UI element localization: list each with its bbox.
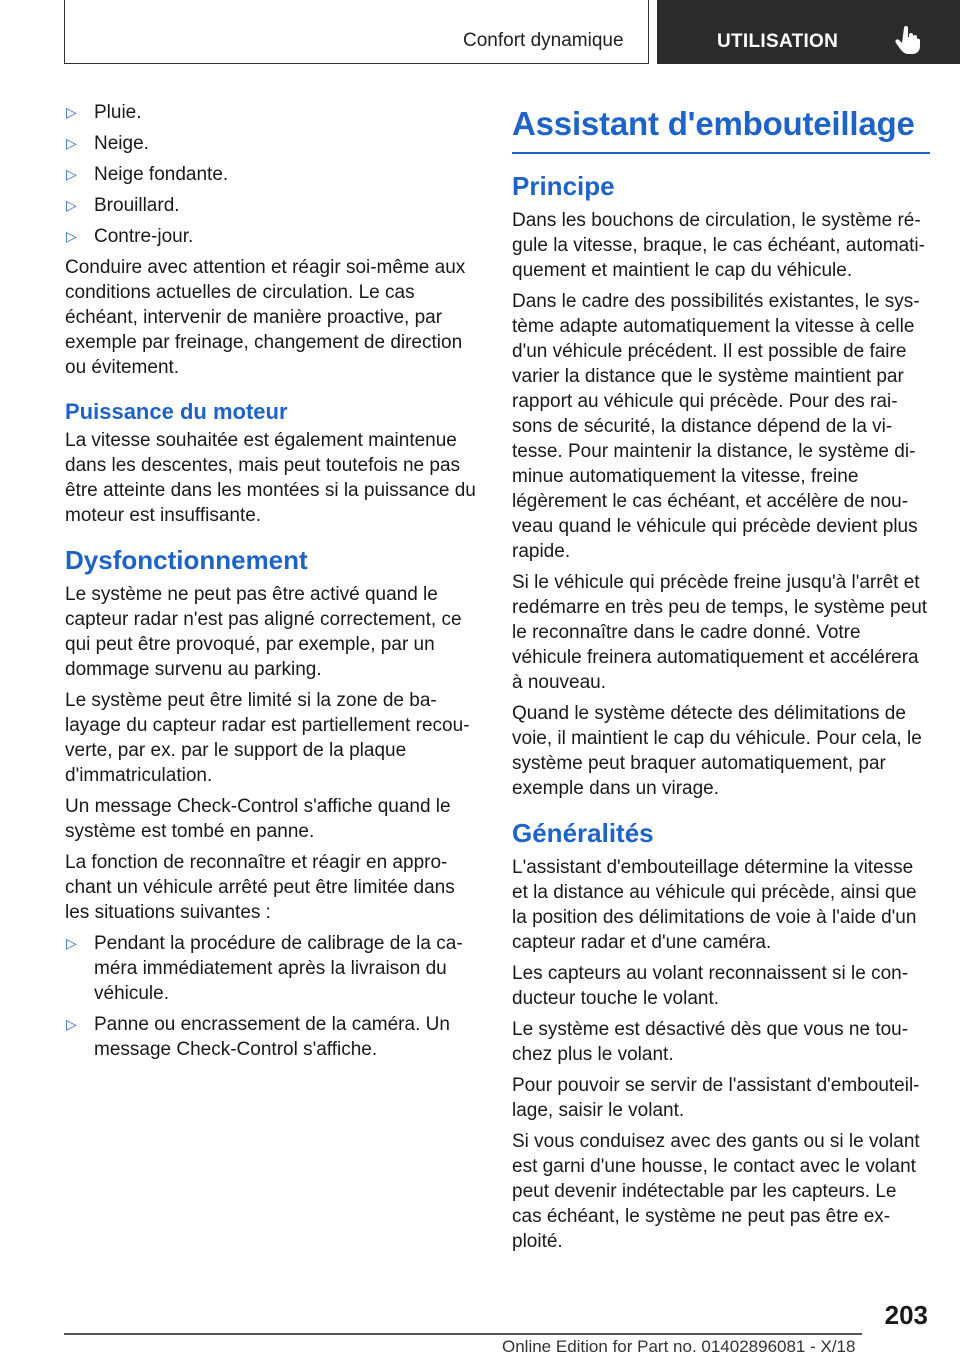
- list-item: ▷ Brouillard.: [66, 195, 180, 216]
- paragraph: Le système est désactivé dès que vous ne touchez plus le volant.: [512, 1019, 909, 1065]
- hand-pointer-icon: [895, 26, 921, 54]
- paragraph: Dans les bouchons de circulation, le système régule la vitesse, braque, le cas échéant, automatiquement et maintient le cap du véhicule.: [512, 210, 925, 281]
- page-number: 203: [884, 1300, 928, 1330]
- paragraph: Dans le cadre des possibilités existantes, le système adapte automatiquement la vitesse à celle d'un véhicule précédent. Il est possible de faire varier la distance que le système maintient par rapport au véhicule qui précède. Pour des raisons de sécurité, la distance dépend de la vitesse. Pour maintenir la distance, le système diminue automatiquement la vitesse, freine légèrement le cas échéant, et accélère de nouveau quand le véhicule qui précède devient plus rapide.: [512, 291, 920, 562]
- paragraph: Si vous conduisez avec des gants ou si le volant est garni d'une housse, le contact avec le volant peut devenir indétectable par les capteurs. Le cas échéant, le système ne peut pas être exploité.: [512, 1131, 920, 1252]
- triangle-bullet-icon: ▷: [66, 935, 77, 951]
- chapter-tab[interactable]: [657, 0, 960, 64]
- list-item: ▷ Panne ou encrassement de la caméra. Un message Check-Control s'affiche.: [66, 1014, 450, 1060]
- paragraph: La vitesse souhaitée est également maintenue dans les descentes, mais peut toutefois ne pas être atteinte dans les montées si la puissance du moteur est insuffisante.: [65, 430, 476, 526]
- section-title: Confort dynamique: [463, 30, 624, 51]
- section-heading-assistant: Assistant d'embouteillage: [512, 102, 930, 154]
- heading-puissance: Puissance du moteur: [65, 399, 288, 424]
- triangle-bullet-icon: ▷: [66, 104, 77, 120]
- list-item: ▷ Pendant la procédure de calibrage de la caméra immédiatement après la livraison du véhicule.: [66, 933, 463, 1004]
- right-column: [512, 100, 930, 1260]
- triangle-bullet-icon: ▷: [66, 197, 77, 213]
- paragraph: Pour pouvoir se servir de l'assistant d'embouteillage, saisir le volant.: [512, 1075, 920, 1121]
- list-item: ▷ Neige fondante.: [66, 164, 229, 185]
- paragraph: La fonction de reconnaître et réagir en approchant un véhicule arrêté peut être limitée dans les situations suivantes :: [65, 852, 455, 923]
- paragraph: Quand le système détecte des délimitations de voie, il maintient le cap du véhicule. Pour cela, le système peut braquer automatiquement, par exemple dans un virage.: [512, 703, 922, 799]
- chapter-tab-label: UTILISATION: [717, 31, 839, 52]
- paragraph: Les capteurs au volant reconnaissent si le conducteur touche le volant.: [512, 963, 909, 1009]
- paragraph: L'assistant d'embouteillage détermine la vitesse et la distance au véhicule qui précède, ainsi que la position des délimitations de voie à l'aide d'un capteur radar et d'une caméra.: [512, 857, 917, 953]
- footer-edition: Online Edition for Part no. 01402896081 - X/18: [502, 1337, 856, 1356]
- paragraph: Conduire avec attention et réagir soi-même aux conditions actuelles de circulation. Le cas échéant, intervenir de manière proactive, par exemple par freinage, changement de direction ou évitement.: [65, 257, 466, 378]
- triangle-bullet-icon: ▷: [66, 1016, 77, 1032]
- heading-generalites: Généralités: [512, 818, 654, 848]
- paragraph: Le système peut être limité si la zone de balayage du capteur radar est partiellement recouverte, par ex. par le support de la plaque d'immatriculation.: [65, 690, 470, 786]
- paragraph: Un message Check-Control s'affiche quand le système est tombé en panne.: [65, 796, 451, 842]
- heading-principe: Principe: [512, 171, 615, 201]
- left-column: [65, 100, 477, 1068]
- heading-dysfonctionnement: Dysfonctionnement: [65, 545, 308, 575]
- triangle-bullet-icon: ▷: [66, 228, 77, 244]
- list-item: ▷ Pluie.: [66, 102, 142, 123]
- paragraph: Le système ne peut pas être activé quand le capteur radar n'est pas aligné correctement, ce qui peut être provoqué, par exemple, par un dommage survenu au parking.: [65, 584, 462, 680]
- footer-divider: [64, 1333, 862, 1335]
- triangle-bullet-icon: ▷: [66, 166, 77, 182]
- triangle-bullet-icon: ▷: [66, 135, 77, 151]
- list-item: ▷ Neige.: [66, 133, 149, 154]
- list-item: ▷ Contre-jour.: [66, 226, 194, 247]
- paragraph: Si le véhicule qui précède freine jusqu'à l'arrêt et redémarre en très peu de temps, le système peut le reconnaître dans le cadre donné. Votre véhicule freinera automatiquement et accélérera à nouveau.: [512, 572, 928, 693]
